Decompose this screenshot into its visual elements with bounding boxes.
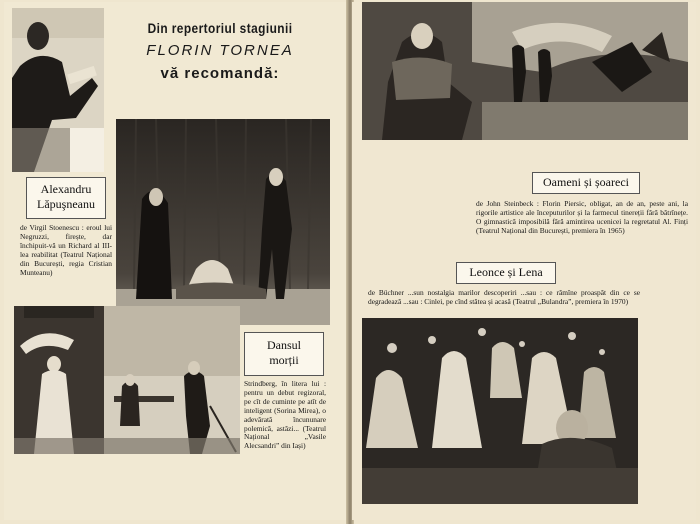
title-box-leonce-lena	[456, 262, 556, 284]
photo-portrait-man	[12, 8, 104, 172]
heading-line1: Din repertoriul stagiunii	[147, 20, 293, 36]
photo-stage-oameni-soareci	[362, 2, 688, 140]
title-dansul-line2: morții	[269, 353, 299, 367]
section-heading	[120, 20, 320, 82]
desc-leonce-lena: de Büchner ...sun nostalgia marilor descoperiri ...sau : ce rămîne proaspăt din ce se degradează ...sau : Cinlei, pe cînd stătea și acasă (Teatrul „Bulandra”, premiera în 1970)	[368, 288, 640, 306]
photo-stage-lapusneanu	[116, 119, 330, 325]
title-box-oameni-soareci	[532, 172, 640, 194]
desc-oameni-soareci: de John Steinbeck : Florin Piersic, obligat, an de an, peste ani, la rigorile artistice ale începuturilor și la farmecul tinereții fără bătrînețe. O gimnastică imposibilă fără amintirea ucenicei la regretatul Al. Finți (Teatrul Național din București, premiera în 1965)	[476, 199, 688, 235]
right-page	[352, 2, 696, 520]
title-lapusneanu-line1: Alexandru	[40, 182, 92, 196]
title-box-dansul-mortii	[244, 332, 324, 376]
title-oameni-soareci: Oameni și șoareci	[543, 175, 629, 189]
title-lapusneanu-line2: Lăpuşneanu	[37, 197, 95, 211]
title-box-lapusneanu	[26, 177, 106, 219]
left-page	[4, 2, 348, 520]
photo-stage-leonce-lena	[362, 318, 638, 504]
desc-dansul-mortii: Strindberg, în litera lui : pentru un debut regizoral, pe cît de cuminte pe atît de inteligent (Sorina Mirea), o adevărată încununare polemică, astăzi... (Teatrul Național „Vasile Alecsandri” din Iași)	[244, 379, 326, 451]
desc-lapusneanu: de Virgil Stoenescu : eroul lui Negruzzi, firește, dar închipuit-vă un Richard al III-lea reabilitat (Teatrul Național din București, regia Cristian Munteanu)	[20, 223, 112, 277]
heading-line3: vă recomandă:	[160, 65, 280, 82]
title-dansul-line1: Dansul	[267, 338, 301, 352]
heading-line2: FLORIN TORNEA	[146, 42, 294, 59]
title-leonce-lena: Leonce și Lena	[469, 265, 543, 279]
photo-stage-dansul-mortii	[14, 306, 240, 454]
